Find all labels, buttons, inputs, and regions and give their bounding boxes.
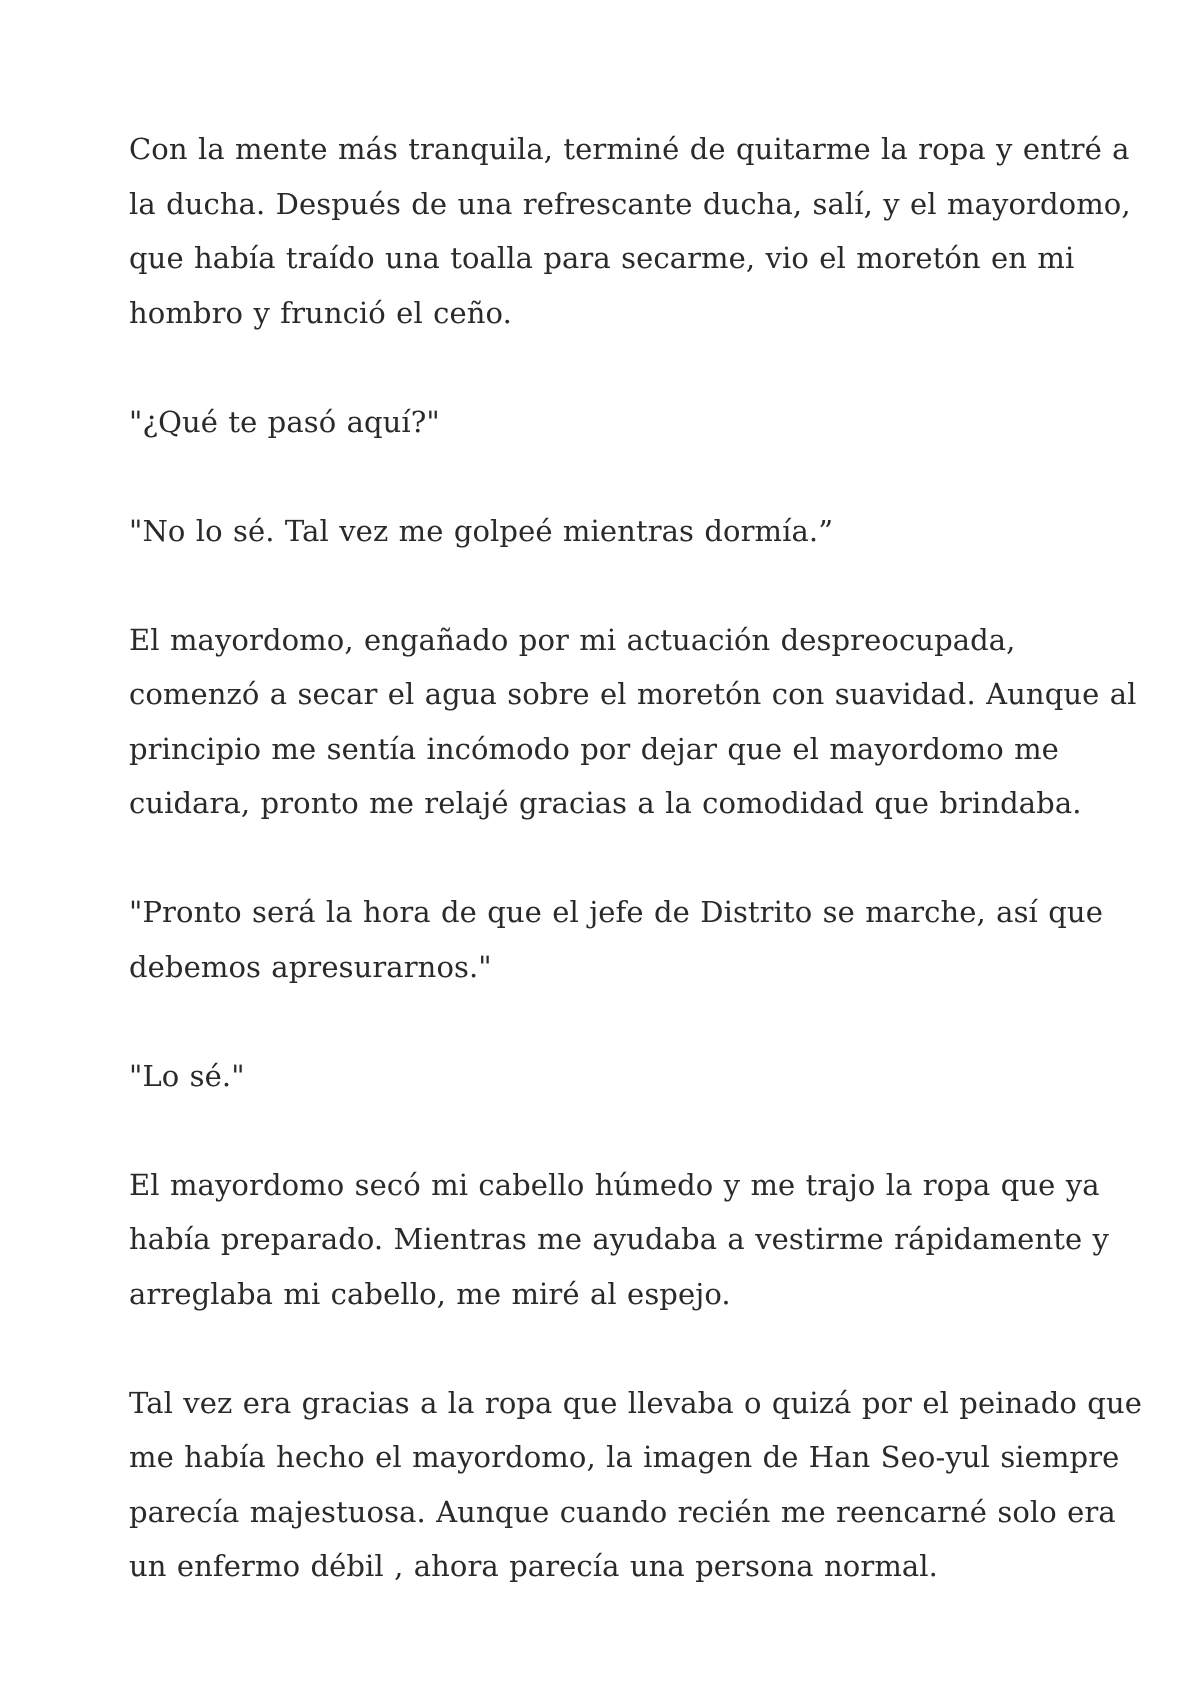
- text-line: Con la mente más tranquila, terminé de quitarme la ropa y entré a: [129, 132, 1130, 166]
- dialogue-paragraph: [129, 1049, 1089, 1104]
- text-line: había preparado. Mientras me ayudaba a vestirme rápidamente y: [129, 1222, 1110, 1256]
- paragraph: [129, 122, 1131, 340]
- text-line: comenzó a secar el agua sobre el moretón con suavidad. Aunque al: [129, 677, 1137, 711]
- text-line: la ducha. Después de una refrescante ducha, salí, y el mayordomo,: [129, 186, 1131, 221]
- text-line: cuidara, pronto me relajé gracias a la comodidad que brindaba.: [129, 786, 1082, 820]
- text-line: "Lo sé.": [129, 1058, 245, 1093]
- text-line: principio me sentía incómodo por dejar que el mayordomo me: [129, 731, 1059, 766]
- paragraph: [129, 1158, 1110, 1322]
- text-line: debemos apresurarnos.": [129, 949, 492, 984]
- text-line: me había hecho el mayordomo, la imagen de Han Seo-yul siempre: [129, 1440, 1120, 1474]
- document-body: [129, 122, 1142, 1648]
- text-line: hombro y frunció el ceño.: [129, 295, 512, 330]
- text-line: El mayordomo secó mi cabello húmedo y me trajo la ropa que ya: [129, 1167, 1100, 1202]
- dialogue-paragraph: [129, 885, 1103, 994]
- text-line: Tal vez era gracias a la ropa que llevaba o quizá por el peinado que: [129, 1385, 1142, 1420]
- dialogue-paragraph: [129, 395, 1089, 450]
- paragraph: [129, 613, 1137, 831]
- paragraph: [129, 1376, 1142, 1594]
- text-line: "No lo sé. Tal vez me golpeé mientras dormía.”: [129, 513, 834, 548]
- text-line: "Pronto será la hora de que el jefe de Distrito se marche, así que: [129, 895, 1103, 929]
- dialogue-paragraph: [129, 504, 1089, 559]
- text-line: arreglaba mi cabello, me miré al espejo.: [129, 1276, 731, 1311]
- text-line: "¿Qué te pasó aquí?": [129, 404, 440, 439]
- text-line: que había traído una toalla para secarme, vio el moretón en mi: [129, 241, 1075, 275]
- text-line: un enfermo débil , ahora parecía una persona normal.: [129, 1549, 939, 1583]
- text-line: parecía majestuosa. Aunque cuando recién me reencarné solo era: [129, 1494, 1116, 1529]
- text-line: El mayordomo, engañado por mi actuación despreocupada,: [129, 622, 1016, 657]
